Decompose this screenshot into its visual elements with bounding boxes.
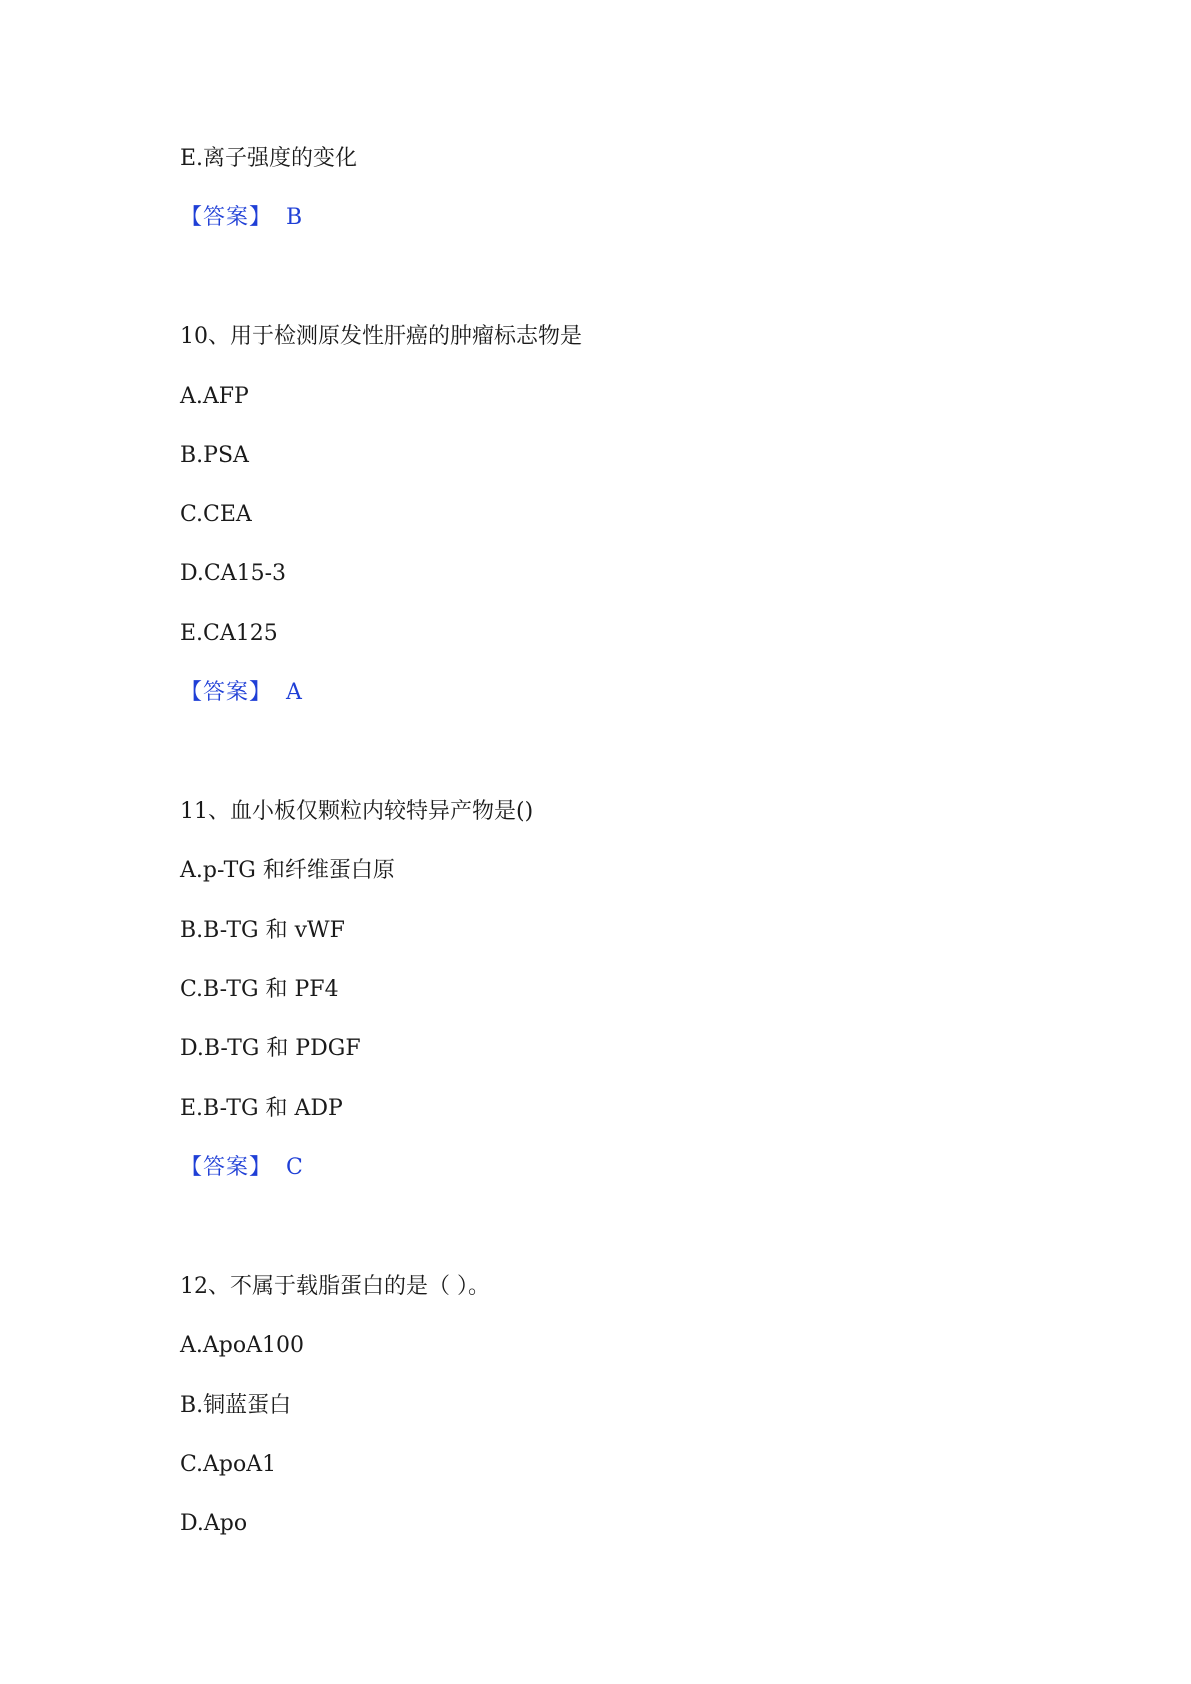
- answer-value: C: [286, 1155, 303, 1180]
- q10-answer: [180, 678, 302, 708]
- q12-option-c: C.ApoA1: [180, 1452, 277, 1477]
- q10-option-a: A.AFP: [180, 384, 249, 409]
- q11-option-d: D.B-TG 和 PDGF: [180, 1036, 361, 1061]
- q12-option-b: B.铜蓝蛋白: [180, 1393, 292, 1418]
- q11-option-c: C.B-TG 和 PF4: [180, 977, 339, 1002]
- q10-option-b: B.PSA: [180, 443, 249, 468]
- q11-option-e: E.B-TG 和 ADP: [180, 1096, 343, 1121]
- q11-answer: [180, 1153, 303, 1183]
- q11-option-a: A.p-TG 和纤维蛋白原: [180, 858, 395, 883]
- answer-value: A: [286, 680, 302, 705]
- q10-question: 10、用于检测原发性肝癌的肿瘤标志物是: [180, 324, 582, 349]
- q11-option-b: B.B-TG 和 vWF: [180, 918, 345, 943]
- answer-label: 【答案】: [180, 205, 273, 230]
- q10-option-c: C.CEA: [180, 502, 252, 527]
- q9-option-e: E.离子强度的变化: [180, 146, 358, 171]
- answer-label: 【答案】: [180, 1155, 273, 1180]
- q12-option-a: A.ApoA100: [180, 1333, 304, 1358]
- q12-option-d: D.Apo: [180, 1511, 248, 1536]
- answer-value: B: [286, 205, 303, 230]
- answer-label: 【答案】: [180, 680, 273, 705]
- q10-option-d: D.CA15-3: [180, 561, 286, 586]
- q11-question: 11、血小板仅颗粒内较特异产物是(): [180, 799, 534, 824]
- q9-answer: [180, 203, 302, 233]
- q12-question: 12、不属于载脂蛋白的是（ ）。: [180, 1274, 490, 1299]
- q10-option-e: E.CA125: [180, 621, 278, 646]
